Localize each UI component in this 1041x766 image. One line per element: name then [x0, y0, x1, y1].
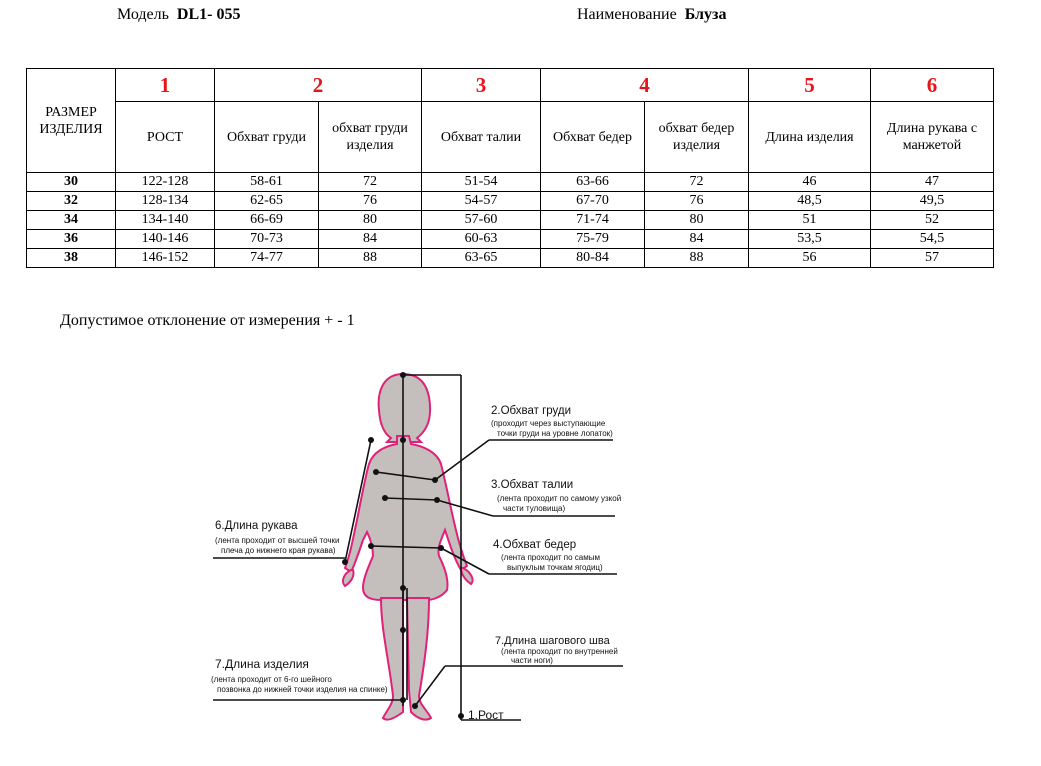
point-marker: [373, 469, 379, 475]
table-cell: 146-152: [116, 249, 215, 268]
point-marker: [382, 495, 388, 501]
point-marker: [400, 627, 406, 633]
column-header: Обхват талии: [422, 102, 541, 173]
table-cell: 88: [319, 249, 422, 268]
table-cell: 80: [645, 211, 749, 230]
point-marker: [368, 437, 374, 443]
column-header-row: [27, 102, 994, 173]
table-cell: 48,5: [749, 192, 871, 211]
length-note-2: позвонка до нижней точки изделия на спинке): [217, 685, 388, 694]
column-header: Длина изделия: [749, 102, 871, 173]
size-cell: 30: [27, 173, 116, 192]
point-marker: [400, 372, 406, 378]
table-cell: 76: [319, 192, 422, 211]
table-row: [27, 173, 994, 192]
measurement-figure: [205, 360, 635, 760]
group-number: 4: [541, 69, 749, 102]
group-number-row: [27, 69, 994, 102]
table-cell: 66-69: [215, 211, 319, 230]
point-marker: [434, 497, 440, 503]
table-cell: 70-73: [215, 230, 319, 249]
length-note-1: (лента проходит от 6-го шейного: [211, 675, 332, 684]
table-row: [27, 211, 994, 230]
table-cell: 60-63: [422, 230, 541, 249]
inseam-note-1: (лента проходит по внутренней: [501, 647, 618, 656]
left-leg: [381, 598, 403, 720]
size-cell: 34: [27, 211, 116, 230]
column-header: обхват бедер изделия: [645, 102, 749, 173]
group-number: 1: [116, 69, 215, 102]
size-cell: 32: [27, 192, 116, 211]
table-cell: 62-65: [215, 192, 319, 211]
point-marker: [412, 703, 418, 709]
point-marker: [400, 697, 406, 703]
column-header: Обхват груди: [215, 102, 319, 173]
inseam-note-2: части ноги): [511, 656, 553, 665]
column-header: Обхват бедер: [541, 102, 645, 173]
table-cell: 74-77: [215, 249, 319, 268]
table-cell: 80-84: [541, 249, 645, 268]
size-column-header: РАЗМЕР ИЗДЕЛИЯ: [27, 69, 116, 173]
table-cell: 54,5: [871, 230, 994, 249]
table-cell: 84: [319, 230, 422, 249]
table-cell: 51-54: [422, 173, 541, 192]
table-cell: 67-70: [541, 192, 645, 211]
table-cell: 46: [749, 173, 871, 192]
table-cell: 76: [645, 192, 749, 211]
table-cell: 84: [645, 230, 749, 249]
torso-dress: [345, 436, 467, 600]
table-cell: 57: [871, 249, 994, 268]
sleeve-note-1: (лента проходит от высшей точки: [215, 536, 340, 545]
column-header: обхват груди изделия: [319, 102, 422, 173]
table-cell: 58-61: [215, 173, 319, 192]
table-cell: 140-146: [116, 230, 215, 249]
group-number: 5: [749, 69, 871, 102]
height-title: 1.Рост: [468, 708, 504, 722]
name-label: Наименование: [577, 6, 677, 23]
table-cell: 56: [749, 249, 871, 268]
point-marker: [458, 713, 464, 719]
table-row: [27, 249, 994, 268]
table-cell: 71-74: [541, 211, 645, 230]
bust-title: 2.Обхват груди: [491, 405, 572, 417]
point-marker: [432, 477, 438, 483]
right-hand: [461, 568, 473, 584]
point-marker: [438, 545, 444, 551]
table-cell: 80: [319, 211, 422, 230]
group-number: 3: [422, 69, 541, 102]
sleeve-title: 6.Длина рукава: [215, 520, 298, 532]
model-value: DL1- 055: [176, 6, 241, 23]
table-cell: 52: [871, 211, 994, 230]
table-cell: 53,5: [749, 230, 871, 249]
table-cell: 47: [871, 173, 994, 192]
table-cell: 63-65: [422, 249, 541, 268]
column-header: Длина рукава с манжетой: [871, 102, 994, 173]
table-cell: 75-79: [541, 230, 645, 249]
table-cell: 134-140: [116, 211, 215, 230]
hips-note-2: выпуклым точкам ягодиц): [507, 563, 603, 572]
size-cell: 36: [27, 230, 116, 249]
column-header: РОСТ: [116, 102, 215, 173]
table-cell: 72: [319, 173, 422, 192]
point-marker: [400, 585, 406, 591]
table-row: [27, 230, 994, 249]
point-marker: [400, 437, 406, 443]
bust-note-1: (проходит через выступающие: [491, 419, 606, 428]
table-cell: 54-57: [422, 192, 541, 211]
sleeve-note-2: плеча до нижнего края рукава): [221, 546, 336, 555]
waist-note-1: (лента проходит по самому узкой: [497, 494, 622, 503]
hips-title: 4.Обхват бедер: [493, 539, 577, 551]
bust-note-2: точки груди на уровне лопаток): [497, 429, 613, 438]
size-cell: 38: [27, 249, 116, 268]
head-hair: [379, 374, 430, 442]
model-header: [117, 6, 240, 24]
bust-pointer: [435, 440, 489, 480]
table-body: [27, 173, 994, 268]
table-cell: 63-66: [541, 173, 645, 192]
tolerance-note: Допустимое отклонение от измерения + - 1: [60, 312, 355, 329]
table-cell: 51: [749, 211, 871, 230]
length-title: 7.Длина изделия: [215, 657, 309, 671]
hips-note-1: (лента проходит по самым: [501, 553, 601, 562]
table-row: [27, 192, 994, 211]
table-cell: 128-134: [116, 192, 215, 211]
point-marker: [368, 543, 374, 549]
table-cell: 49,5: [871, 192, 994, 211]
name-value: Блуза: [684, 6, 727, 23]
model-label: Модель: [117, 6, 169, 23]
table-cell: 122-128: [116, 173, 215, 192]
inseam-title: 7.Длина шагового шва: [495, 635, 610, 647]
point-marker: [342, 559, 348, 565]
table-cell: 72: [645, 173, 749, 192]
group-number: 2: [215, 69, 422, 102]
left-hand: [343, 570, 354, 586]
waist-title: 3.Обхват талии: [491, 479, 574, 491]
table-cell: 88: [645, 249, 749, 268]
product-name-header: [577, 6, 726, 24]
waist-note-2: части туловища): [503, 504, 566, 513]
size-table: [26, 68, 994, 268]
group-number: 6: [871, 69, 994, 102]
table-cell: 57-60: [422, 211, 541, 230]
